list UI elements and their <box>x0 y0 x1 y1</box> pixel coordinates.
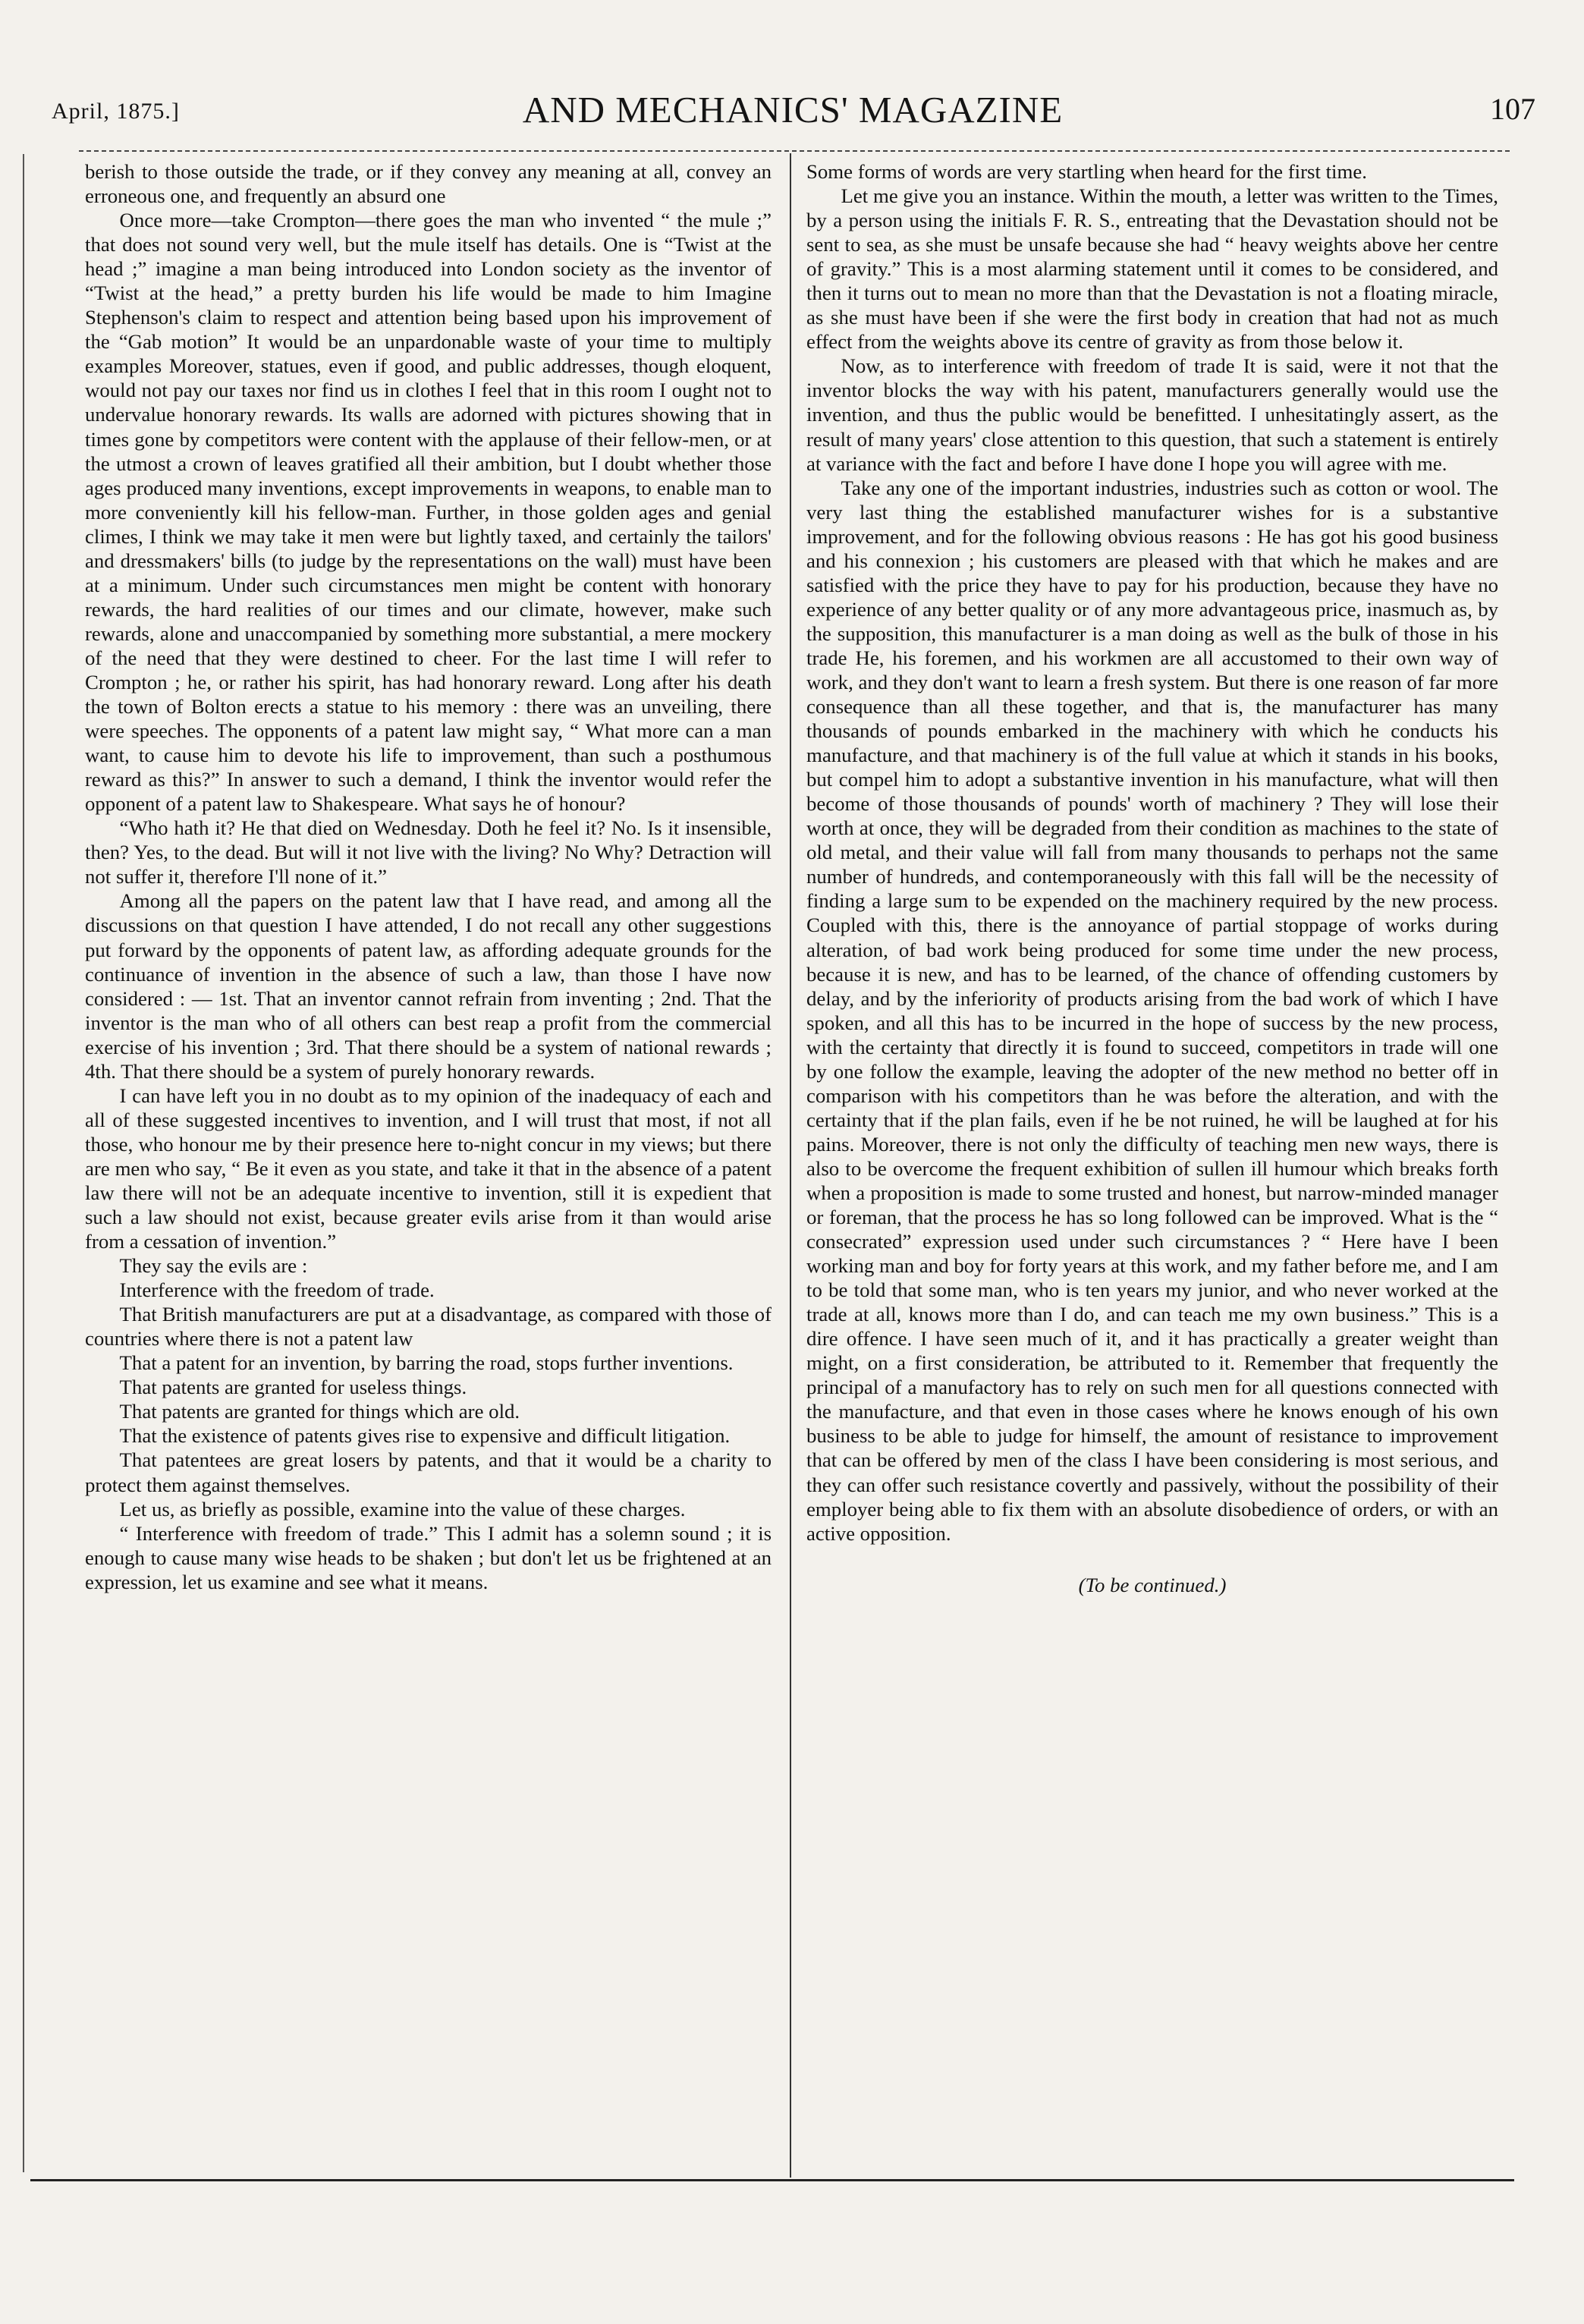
left-column <box>85 159 772 2174</box>
evil-list-item: That British manufacturers are put at a disadvantage, as compared with those of countries where there is not a patent law <box>85 1303 772 1351</box>
column-divider <box>790 153 791 2178</box>
right-column <box>806 159 1498 2174</box>
shakespeare-quote: “Who hath it? He that died on Wednesday. Doth he feel it? No. Is it insensible, then? Yes, to the dead. But will it not live with the living? No Why? Detraction will not suffer it, therefore I'll none of it.” <box>85 816 772 888</box>
paragraph: berish to those outside the trade, or if they convey any meaning at all, convey an erroneous one, and frequently an absurd one <box>85 160 772 208</box>
running-head <box>47 88 1538 135</box>
evil-list-item: That the existence of patents gives rise to expensive and difficult litigation. <box>119 1424 731 1448</box>
paragraph: Now, as to interference with freedom of trade It is said, were it not that the inventor blocks the way with his patent, manufacturers generally would use the invention, and thus the public would be benefitted. I unhesitatingly assert, as the result of many years' close attention to this question, that such a statement is entirely at variance with the fact and before I have done I hope you will agree with me. <box>806 354 1498 475</box>
paragraph: Let me give you an instance. Within the mouth, a letter was written to the Times, by a person using the initials F. R. S., entreating that the Devastation should not be sent to sea, as she must be unsafe because she had “ heavy weights above her centre of gravity.” This is a most alarming statement until it comes to be considered, and then it turns out to mean no more than that the Devastation is not a floating miracle, as she must have been if she were the first body in creation that had not as much effect from the weights above its centre of gravity as from those below it. <box>806 184 1498 354</box>
magazine-title: AND MECHANICS' MAGAZINE <box>522 89 1064 131</box>
evil-list-item: That patents are granted for things which are old. <box>119 1400 520 1423</box>
evil-list-item: That a patent for an invention, by barring the road, stops further inventions. <box>119 1351 734 1375</box>
paragraph: They say the evils are : <box>119 1254 308 1278</box>
bottom-rule <box>30 2179 1514 2181</box>
evil-list-item: Interference with the freedom of trade. <box>119 1278 435 1302</box>
top-rule <box>79 150 1510 152</box>
paragraph: Take any one of the important industries, industries such as cotton or wool. The very last thing the established manufacturer wishes for is a substantive improvement, and for the following obvious reasons : He has got his good business and his connexion ; his customers are pleased with that which he makes and are satisfied with the price they have to pay for his production, because they have no experience of any better quality or of any more advantageous price, inasmuch as, by the supposition, this manufacturer is a man doing as well as the bulk of those in his trade He, his foremen, and his workmen are all accustomed to their own way of work, and they don't want to learn a fresh system. But there is one reason of far more consequence than all these together, and that is, the manufacturer has many thousands of pounds embarked in the machinery with which he conducts his manufacture, and that machinery is of the full value at which it stands in his books, but compel him to adopt a substantive invention in his manufacture, what will then become of those thousands of pounds' worth of machinery ? They will lose their worth at once, they will be degraded from their condition as machines to the state of old metal, and their value will fall from many thousands to perhaps not the same number of hundreds, and contemporaneously with this fall will be the necessity of finding a large sum to be expended on the machinery required by the new process. Coupled with this, there is the annoyance of partial stoppage of works during alteration, of bad work being produced for some time under the new process, because it is new, and has to be learned, of the chance of offending customers by delay, and by the inferiority of products arising from the bad work of which I have spoken, and all this has to be incurred in the hope of success by the new process, with the certainty that directly it is found to succeed, competitors in trade will one by one follow the example, leaving the adopter of the new method no better off in comparison with his competitors than he was before the alteration, and with the certainty that if the plan fails, even if he be not ruined, he will be laughed at for his pains. Moreover, there is not only the difficulty of teaching men new ways, there is also to be overcome the frequent exhibition of sullen ill humour which breaks forth when a proposition is made to some trusted and honest, but narrow-minded manager or foreman, that the process he has so long followed can be improved. What is the “ consecrated” expression used under such circumstances ? “ Here have I been working man and boy for forty years at this work, and my father before me, and I am to be told that some man, who is ten years my junior, and who never worked at the trade at all, knows more than I do, and can teach me my own business.” This is a dire offence. I have seen much of it, and it has practically a greater weight than might, on a first consideration, be attributed to it. Remember that frequently the principal of a manufactory has to rely on such men for all questions connected with the manufacture, and that even in those cases where he knows enough of his own business to be able to judge for himself, the amount of resistance to improvement that can be offered by men of the class I have been considering is most serious, and they can offer such resistance covertly and passively, without the possibility of their employer being able to fix them with an absolute disobedience of orders, or with an active opposition. <box>806 476 1498 1545</box>
paragraph: “ Interference with freedom of trade.” This I admit has a solemn sound ; it is enough to cause many wise heads to be shaken ; but don't let us be frightened at an expression, let us examine and see what it means. <box>85 1521 772 1593</box>
paragraph: Some forms of words are very startling when heard for the first time. <box>806 160 1367 183</box>
evil-list-item: That patentees are great losers by patents, and that it would be a charity to protect them against themselves. <box>85 1448 772 1496</box>
evil-list-item: That patents are granted for useless things. <box>119 1376 467 1399</box>
paragraph: Among all the papers on the patent law that I have read, and among all the discussions on that question I have attended, I do not recall any other suggestions put forward by the opponents of patent law, as affording adequate grounds for the continuance of invention in the absence of such a law, than those I have now considered : — 1st. That an inventor cannot refrain from inventing ; 2nd. That the inventor is the man who of all others can best reap a profit from the commercial exercise of his invention ; 3rd. That there should be a system of national rewards ; 4th. That there should be a system of purely honorary rewards. <box>85 889 772 1083</box>
paragraph: Once more—take Crompton—there goes the man who invented “ the mule ;” that does not sound very well, but the mule itself has details. One is “Twist at the head ;” imagine a man being introduced into London society as the inventor of “Twist at the head,” a pretty burden his life would be made to him Imagine Stephenson's claim to respect and attention being based upon his improvement of the “Gab motion” It would be an unpardonable waste of your time to multiply examples Moreover, statues, even if good, and public addresses, though eloquent, would not pay our taxes nor find us in clothes I feel that in this room I ought not to undervalue honorary rewards. Its walls are adorned with pictures showing that in times gone by competitors were content with the applause of their fellow-men, or at the utmost a crown of leaves gratified all their ambition, but I doubt whether those ages produced many inventions, except improvements in weapons, to enable man to more conveniently kill his fellow-man. Further, in those golden ages and genial climes, I think we may take it men were but lightly taxed, and certainly the tailors' and dressmakers' bills (to judge by the representations on the wall) must have been at a minimum. Under such circumstances men might be content with honorary rewards, the hard realities of our times and our climate, however, make such rewards, alone and unaccompanied by something more substantial, a mere mockery of the need that they were destined to cheer. For the last time I will refer to Crompton ; he, or rather his spirit, has had honorary reward. Long after his death the town of Bolton erects a statue to his memory : there was an unveiling, there were speeches. The opponents of a patent law might say, “ What more can a man want, to cause him to devote his life to improvement, than such a posthumous reward as this?” In answer to such a demand, I think the inventor would refer the opponent of a patent law to Shakespeare. What says he of honour? <box>85 209 772 816</box>
page-number: 107 <box>1490 92 1535 126</box>
paragraph: Let us, as briefly as possible, examine into the value of these charges. <box>119 1497 686 1521</box>
issue-date: April, 1875.] <box>52 99 180 124</box>
left-edge-line <box>23 154 24 2172</box>
to-be-continued: (To be continued.) <box>1078 1573 1227 1596</box>
paragraph: I can have left you in no doubt as to my opinion of the inadequacy of each and all of these suggested incentives to invention, and I will trust that most, if not all those, who honour me by their presence here to-night concur in my views; but there are men who say, “ Be it even as you state, and take it that in the absence of a patent law there will not be an adequate incentive to invention, still it is expedient that such a law should not exist, because greater evils arise from it than would arise from a cessation of invention.” <box>85 1083 772 1253</box>
